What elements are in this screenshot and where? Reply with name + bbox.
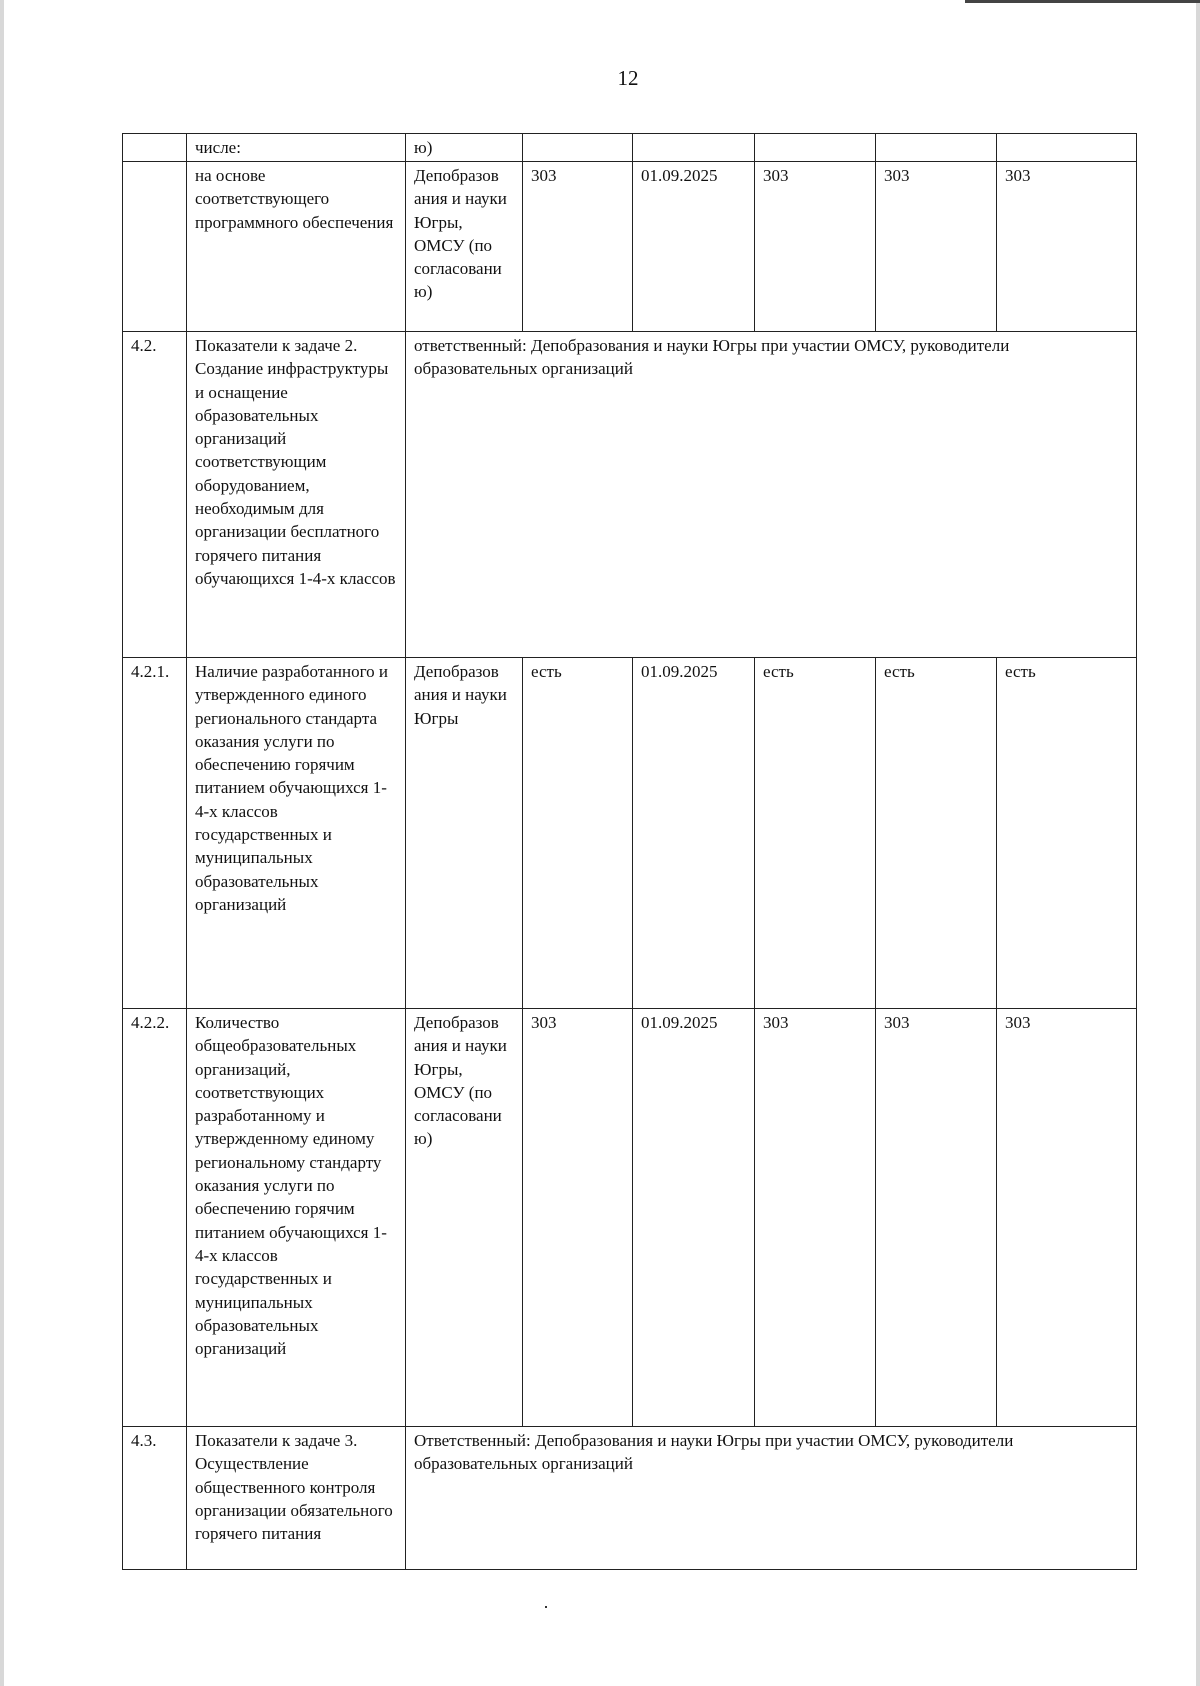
value-cell: 303 [876,162,997,332]
row-number-cell: 4.2. [123,332,187,658]
table-row [123,162,1137,332]
date-cell: 01.09.2025 [633,1009,755,1427]
row-number-cell [123,134,187,162]
responsible-cell: Депобразов ания и науки Югры [406,658,523,1009]
row-number-cell: 4.2.1. [123,658,187,1009]
top-rule [965,0,1200,3]
value-cell: 303 [523,162,633,332]
value-cell: 303 [523,1009,633,1427]
responsible-merged-cell: ответственный: Депобразования и науки Югры при участии ОМСУ, руководители образовательных организаций [406,332,1137,658]
page-number: 12 [617,66,639,90]
date-cell [633,134,755,162]
value-cell [997,134,1137,162]
value-cell: 303 [755,162,876,332]
indicator-name-cell: Показатели к задаче 3. Осуществление общественного контроля организации обязательного горячего питания [187,1427,406,1570]
table-row [123,658,1137,1009]
value-cell: 303 [997,1009,1137,1427]
responsible-merged-cell: Ответственный: Депобразования и науки Югры при участии ОМСУ, руководители образовательных организаций [406,1427,1137,1570]
date-cell: 01.09.2025 [633,162,755,332]
responsible-cell: Депобразов ания и науки Югры, ОМСУ (по согласовани ю) [406,162,523,332]
responsible-cell: ю) [406,134,523,162]
table-row [123,1009,1137,1427]
value-cell: есть [997,658,1137,1009]
indicator-name-cell: Показатели к задаче 2. Создание инфраструктуры и оснащение образовательных организаций соответствующим оборудованием, необходимым для организации бесплатного горячего питания обучающихся 1-4-х классов [187,332,406,658]
row-number-cell: 4.2.2. [123,1009,187,1427]
indicator-name-cell: Количество общеобразовательных организаций, соответствующих разработанному и утвержденному единому региональному стандарту оказания услуги по обеспечению горячим питанием обучающихся 1-4-х классов государственных и муниципальных образовательных организаций [187,1009,406,1427]
value-cell: есть [876,658,997,1009]
indicator-name-cell: числе: [187,134,406,162]
indicator-table [122,133,1137,1570]
scan-edge-left [0,0,4,1686]
value-cell: 303 [755,1009,876,1427]
value-cell [876,134,997,162]
scan-edge-right [1196,0,1200,1686]
table-row [123,1427,1137,1570]
value-cell [523,134,633,162]
value-cell [755,134,876,162]
date-cell: 01.09.2025 [633,658,755,1009]
table-row [123,332,1137,658]
value-cell: 303 [876,1009,997,1427]
value-cell: есть [523,658,633,1009]
responsible-cell: Депобразов ания и науки Югры, ОМСУ (по согласовани ю) [406,1009,523,1427]
table-row [123,134,1137,162]
scan-speck [545,1606,547,1608]
value-cell: есть [755,658,876,1009]
indicator-name-cell: на основе соответствующего программного обеспечения [187,162,406,332]
row-number-cell [123,162,187,332]
indicator-name-cell: Наличие разработанного и утвержденного единого регионального стандарта оказания услуги по обеспечению горячим питанием обучающихся 1-4-х классов государственных и муниципальных образовательных организаций [187,658,406,1009]
row-number-cell: 4.3. [123,1427,187,1570]
value-cell: 303 [997,162,1137,332]
